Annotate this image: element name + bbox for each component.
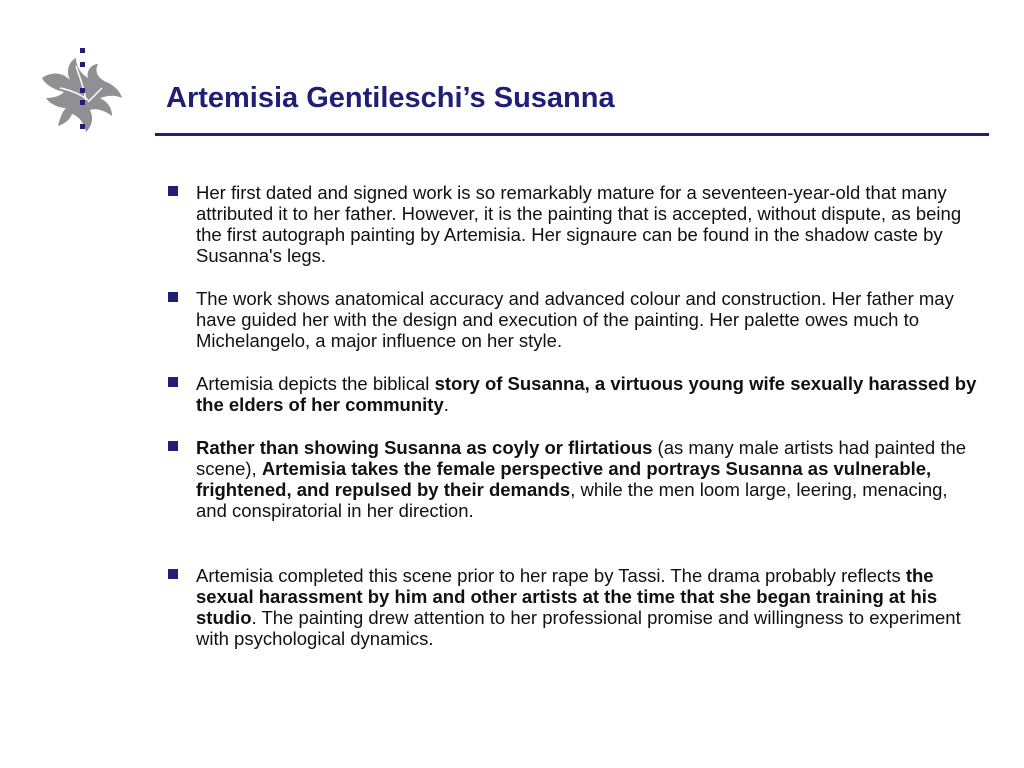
square-bullet-icon (168, 292, 178, 302)
bullet-text (196, 182, 961, 266)
text-run: , while the men loom large, leering, menacing, and conspiratorial in her direction. (196, 479, 948, 521)
text-run: Her first dated and signed work is so remarkably mature for a seventeen-year-old that many attributed it to her father. However, it is the painting that is accepted, without dispute, as being the first autograph painting by Artemisia. Her signaure can be found in the shadow caste by Susanna's legs. (196, 182, 962, 266)
bullet-item (168, 182, 983, 266)
bold-text-run: the sexual harassment by him and other artists at the time that she began training at his studio (196, 565, 938, 628)
bullet-list (168, 182, 983, 649)
text-run: Artemisia completed this scene prior to her rape by Tassi. The drama probably reflects (196, 565, 906, 586)
slide-title: Artemisia Gentileschi’s Susanna (166, 82, 615, 114)
bullet-text (196, 373, 976, 415)
text-run: (as many male artists had painted the scene), (196, 437, 967, 479)
bullet-item (168, 565, 983, 649)
bullet-item (168, 373, 983, 415)
bullet-item (168, 288, 983, 351)
bullet-text (196, 288, 954, 351)
square-bullet-icon (168, 441, 178, 451)
bullet-text (196, 437, 966, 521)
bullet-item (168, 437, 983, 521)
bold-text-run: Rather than showing Susanna as coyly or flirtatious (196, 437, 653, 458)
text-run: . The painting drew attention to her professional promise and willingness to experiment with psychological dynamics. (196, 607, 961, 649)
bold-text-run: Artemisia takes the female perspective and portrays Susanna as vulnerable, frightened, and repulsed by their demands (196, 458, 932, 500)
square-bullet-icon (168, 186, 178, 196)
text-run: . (443, 394, 449, 415)
text-run: The work shows anatomical accuracy and advanced colour and construction. Her father may have guided her with the design and execution of the painting. Her palette owes much to Michelangelo, a major influence on her style. (196, 288, 954, 351)
text-run: Artemisia depicts the biblical (196, 373, 435, 394)
square-bullet-icon (168, 377, 178, 387)
university-flame-logo-icon (36, 48, 128, 138)
bold-text-run: story of Susanna, a virtuous young wife sexually harassed by the elders of her community (196, 373, 977, 415)
square-bullet-icon (168, 569, 178, 579)
title-underline (155, 133, 989, 136)
bullet-text (196, 565, 961, 649)
